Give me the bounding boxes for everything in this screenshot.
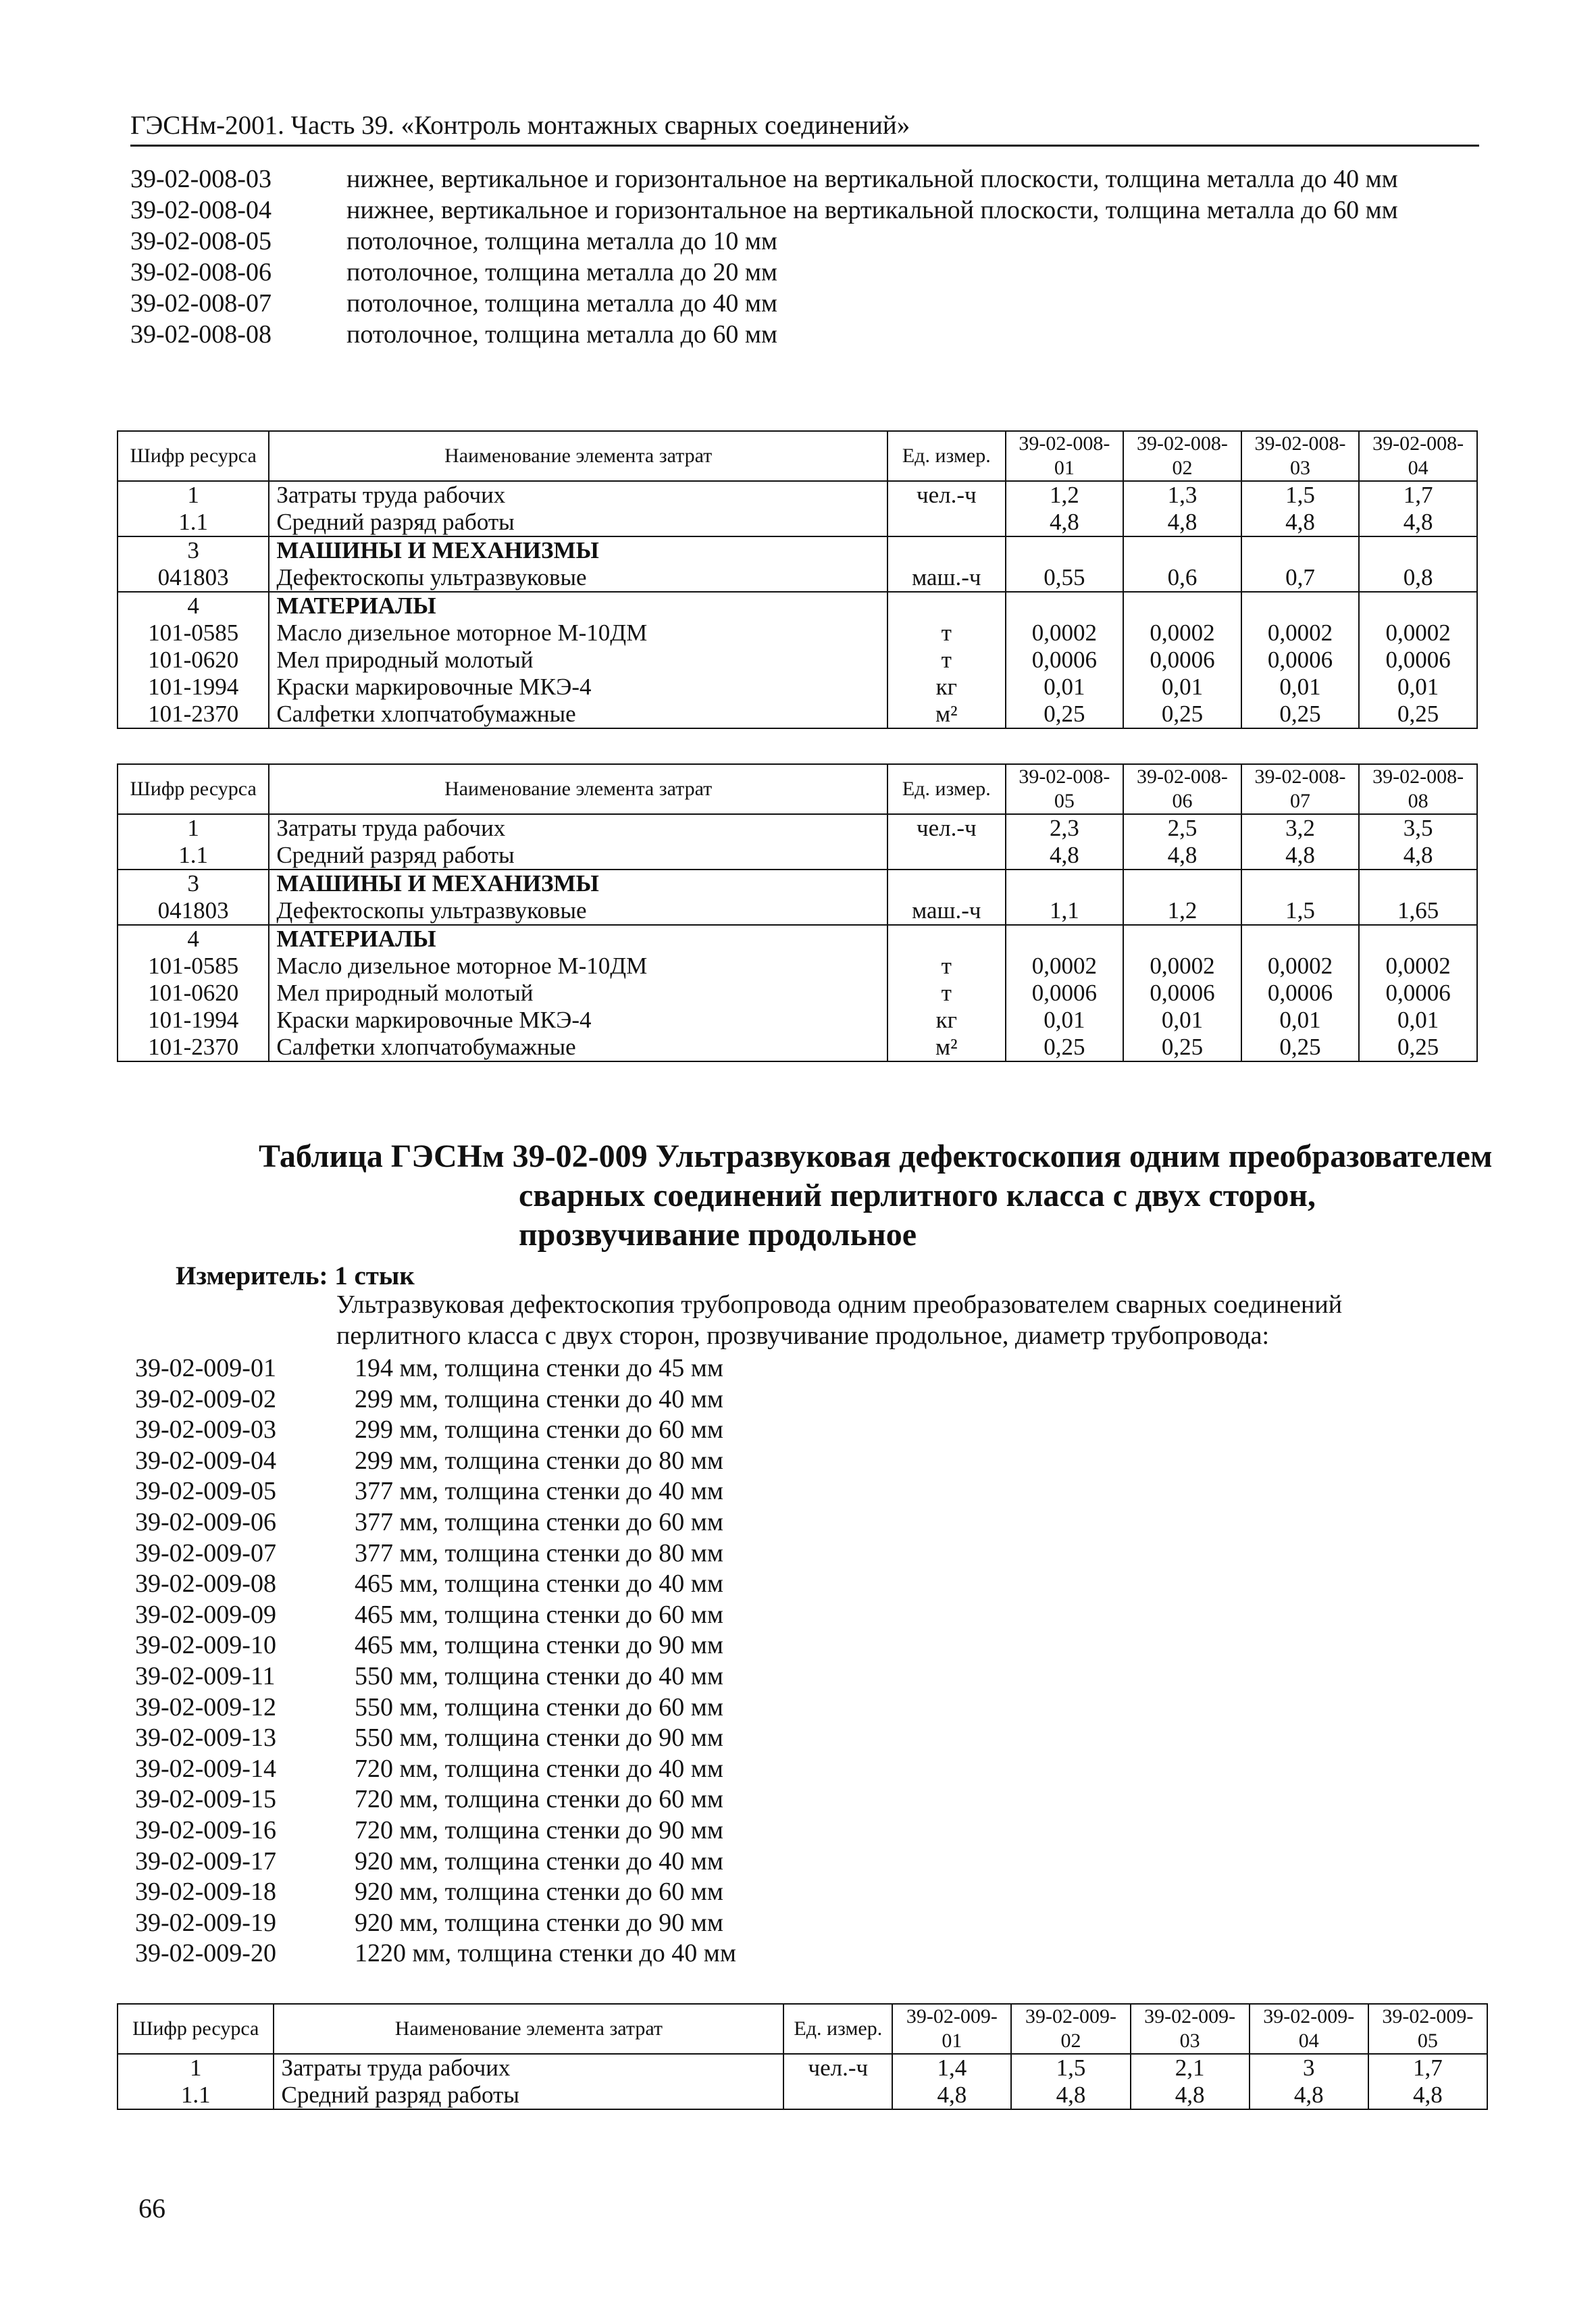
- header-column-code: 39-02-008-06: [1123, 764, 1241, 814]
- header-column-code: 39-02-009-01: [892, 2004, 1011, 2054]
- meter-label: Измеритель: 1 стык: [176, 1261, 415, 1290]
- row-code: 1: [118, 481, 269, 509]
- row-code: 101-2370: [118, 1034, 269, 1061]
- list-item: [130, 319, 1474, 350]
- table-row: [118, 953, 1477, 980]
- list-item: [130, 226, 1474, 257]
- list-item-text: 720 мм, толщина стенки до 60 мм: [355, 1785, 723, 1814]
- row-value: 1,7: [1359, 481, 1477, 509]
- row-unit: т: [887, 647, 1006, 674]
- list-item-text: потолочное, толщина металла до 20 мм: [346, 258, 777, 286]
- row-unit: [887, 870, 1006, 897]
- list-item: [130, 164, 1474, 195]
- row-value: 0,0006: [1123, 647, 1241, 674]
- row-value: 0,0002: [1359, 953, 1477, 980]
- row-value: 4,8: [1241, 842, 1360, 870]
- header-column-code: 39-02-008-02: [1123, 431, 1241, 481]
- list-item: [135, 1353, 1216, 1384]
- running-header: ГЭСНм-2001. Часть 39. «Контроль монтажных сварных соединений»: [130, 108, 1479, 147]
- row-unit: маш.-ч: [887, 897, 1006, 925]
- row-value: 0,01: [1359, 1007, 1477, 1034]
- list-item-text: 720 мм, толщина стенки до 90 мм: [355, 1815, 723, 1844]
- row-value: 0,0006: [1359, 647, 1477, 674]
- row-value: 0,0006: [1359, 980, 1477, 1007]
- list-009: [135, 1353, 1216, 1969]
- row-value: 0,25: [1123, 701, 1241, 728]
- list-item-text: 550 мм, толщина стенки до 90 мм: [355, 1724, 723, 1753]
- row-value: 0,0002: [1006, 620, 1124, 647]
- list-008: [130, 164, 1474, 350]
- list-item-text: 377 мм, толщина стенки до 60 мм: [355, 1507, 723, 1536]
- row-value: [1359, 592, 1477, 620]
- row-value: 2,1: [1131, 2054, 1250, 2082]
- list-item-code: 39-02-009-13: [135, 1724, 276, 1753]
- list-item: [135, 1815, 1216, 1846]
- row-value: 4,8: [1368, 2082, 1487, 2109]
- header-cipher: Шифр ресурса: [118, 764, 269, 814]
- list-item-text: 377 мм, толщина стенки до 80 мм: [355, 1538, 723, 1567]
- list-item: [135, 1784, 1216, 1815]
- row-name: Затраты труда рабочих: [274, 2054, 783, 2082]
- row-name: МАШИНЫ И МЕХАНИЗМЫ: [269, 536, 887, 564]
- row-value: 2,5: [1123, 814, 1241, 842]
- table-header-row: [118, 431, 1477, 481]
- list-item: [130, 257, 1474, 288]
- list-item-text: 465 мм, толщина стенки до 40 мм: [355, 1569, 723, 1599]
- row-value: 4,8: [1250, 2082, 1368, 2109]
- header-column-code: 39-02-008-07: [1241, 764, 1360, 814]
- row-value: 3,5: [1359, 814, 1477, 842]
- row-value: 0,0006: [1123, 980, 1241, 1007]
- header-name: Наименование элемента затрат: [269, 431, 887, 481]
- list-item: [135, 1723, 1216, 1754]
- list-item-text: потолочное, толщина металла до 10 мм: [346, 227, 777, 255]
- row-name: Средний разряд работы: [274, 2082, 783, 2109]
- row-value: [1123, 870, 1241, 897]
- header-column-code: 39-02-009-02: [1011, 2004, 1130, 2054]
- list-item: [135, 1938, 1216, 1969]
- list-item-code: 39-02-008-07: [130, 289, 272, 318]
- row-value: [1241, 592, 1360, 620]
- row-value: 0,25: [1359, 701, 1477, 728]
- row-value: 0,25: [1241, 701, 1360, 728]
- row-code: 1: [118, 814, 269, 842]
- list-item: [130, 195, 1474, 226]
- table-row: [118, 814, 1477, 842]
- list-item-text: потолочное, толщина металла до 60 мм: [346, 320, 777, 349]
- row-value: 4,8: [1006, 509, 1124, 536]
- row-unit: м²: [887, 1034, 1006, 1061]
- list-item-code: 39-02-008-03: [130, 165, 272, 193]
- row-unit: маш.-ч: [887, 564, 1006, 592]
- row-name: Средний разряд работы: [269, 509, 887, 536]
- table-row: [118, 2082, 1487, 2109]
- row-value: 2,3: [1006, 814, 1124, 842]
- list-item-text: 465 мм, толщина стенки до 90 мм: [355, 1631, 723, 1660]
- row-code: 4: [118, 925, 269, 953]
- list-item-code: 39-02-008-06: [130, 258, 272, 286]
- header-name: Наименование элемента затрат: [269, 764, 887, 814]
- row-value: 1,4: [892, 2054, 1011, 2082]
- row-unit: [887, 592, 1006, 620]
- row-value: [1123, 925, 1241, 953]
- row-code: 101-1994: [118, 1007, 269, 1034]
- row-name: Краски маркировочные МКЭ-4: [269, 1007, 887, 1034]
- list-item-code: 39-02-009-14: [135, 1754, 276, 1783]
- row-value: 0,0006: [1006, 647, 1124, 674]
- table-row: [118, 481, 1477, 509]
- row-value: [1006, 870, 1124, 897]
- header-column-code: 39-02-008-01: [1006, 431, 1124, 481]
- row-code: 101-0585: [118, 620, 269, 647]
- list-item: [135, 1877, 1216, 1908]
- row-value: 0,0006: [1241, 647, 1360, 674]
- list-item-text: 1220 мм, толщина стенки до 40 мм: [355, 1939, 736, 1968]
- row-unit: т: [887, 980, 1006, 1007]
- page-number: 66: [138, 2193, 165, 2223]
- row-unit: чел.-ч: [887, 481, 1006, 509]
- resource-table-008-05-08: [117, 763, 1478, 1062]
- row-code: 4: [118, 592, 269, 620]
- row-value: 0,01: [1359, 674, 1477, 701]
- row-value: 0,25: [1123, 1034, 1241, 1061]
- row-value: 0,0006: [1006, 980, 1124, 1007]
- row-value: [1006, 592, 1124, 620]
- list-item-text: 920 мм, толщина стенки до 60 мм: [355, 1878, 723, 1907]
- row-value: [1241, 870, 1360, 897]
- list-item-code: 39-02-009-04: [135, 1446, 276, 1475]
- list-item-code: 39-02-009-11: [135, 1661, 276, 1690]
- row-code: 1.1: [118, 842, 269, 870]
- table-row: [118, 1007, 1477, 1034]
- list-item-text: 194 мм, толщина стенки до 45 мм: [355, 1354, 723, 1382]
- resource-table-009-01-05: [117, 2003, 1488, 2110]
- row-value: 0,0006: [1241, 980, 1360, 1007]
- list-item-text: 920 мм, толщина стенки до 40 мм: [355, 1846, 723, 1876]
- row-value: 0,6: [1123, 564, 1241, 592]
- row-unit: т: [887, 620, 1006, 647]
- header-column-code: 39-02-009-03: [1131, 2004, 1250, 2054]
- row-unit: чел.-ч: [783, 2054, 892, 2082]
- row-value: 0,0002: [1123, 953, 1241, 980]
- list-item: [135, 1569, 1216, 1600]
- resource-table-008-01-04: [117, 430, 1478, 729]
- row-value: 0,01: [1006, 674, 1124, 701]
- list-item: [135, 1754, 1216, 1785]
- table-row: [118, 897, 1477, 925]
- row-value: [1123, 536, 1241, 564]
- row-name: Салфетки хлопчатобумажные: [269, 1034, 887, 1061]
- list-item: [135, 1661, 1216, 1692]
- table-row: [118, 1034, 1477, 1061]
- header-column-code: 39-02-009-04: [1250, 2004, 1368, 2054]
- row-unit: м²: [887, 701, 1006, 728]
- list-item-code: 39-02-009-12: [135, 1692, 276, 1721]
- list-item-code: 39-02-009-01: [135, 1354, 276, 1382]
- row-value: 0,25: [1006, 1034, 1124, 1061]
- table-row: [118, 620, 1477, 647]
- list-item-code: 39-02-009-02: [135, 1384, 276, 1413]
- section-intro: Ультразвуковая дефектоскопия трубопровода одним преобразователем сварных соединений перлитного класса с двух сторон, прозвучивание продольное, диаметр трубопровода:: [336, 1290, 1343, 1350]
- table-row: [118, 647, 1477, 674]
- row-value: 1,2: [1006, 481, 1124, 509]
- row-value: 1,5: [1241, 481, 1360, 509]
- list-item-text: 299 мм, толщина стенки до 60 мм: [355, 1415, 723, 1444]
- row-code: 101-1994: [118, 674, 269, 701]
- row-name: Затраты труда рабочих: [269, 814, 887, 842]
- header-cipher: Шифр ресурса: [118, 431, 269, 481]
- list-item: [135, 1476, 1216, 1507]
- row-value: [1006, 536, 1124, 564]
- row-value: 0,0002: [1241, 953, 1360, 980]
- list-item-code: 39-02-008-05: [130, 227, 272, 255]
- header-unit: Ед. измер.: [887, 764, 1006, 814]
- row-code: 3: [118, 536, 269, 564]
- row-name: МАТЕРИАЛЫ: [269, 592, 887, 620]
- list-item-text: нижнее, вертикальное и горизонтальное на вертикальной плоскости, толщина металла до 60 мм: [346, 196, 1398, 224]
- header-unit: Ед. измер.: [783, 2004, 892, 2054]
- row-value: 1,1: [1006, 897, 1124, 925]
- row-name: Мел природный молотый: [269, 980, 887, 1007]
- table-row: [118, 536, 1477, 564]
- table-row: [118, 870, 1477, 897]
- section-title-line1: Таблица ГЭСНм 39-02-009 Ультразвуковая дефектоскопия одним преобразователем: [259, 1138, 1493, 1174]
- row-value: 0,25: [1241, 1034, 1360, 1061]
- row-value: 4,8: [1123, 509, 1241, 536]
- list-item: [135, 1507, 1216, 1538]
- list-item-text: 720 мм, толщина стенки до 40 мм: [355, 1754, 723, 1783]
- list-item: [135, 1908, 1216, 1939]
- row-name: Дефектоскопы ультразвуковые: [269, 564, 887, 592]
- row-code: 041803: [118, 897, 269, 925]
- row-value: 0,0002: [1241, 620, 1360, 647]
- list-item-code: 39-02-008-08: [130, 320, 272, 349]
- list-item: [135, 1846, 1216, 1878]
- row-value: [1123, 592, 1241, 620]
- list-item: [130, 288, 1474, 319]
- row-value: [1359, 925, 1477, 953]
- table-header-row: [118, 764, 1477, 814]
- table-row: [118, 701, 1477, 728]
- row-value: 0,0002: [1359, 620, 1477, 647]
- row-value: 4,8: [1241, 509, 1360, 536]
- list-item-code: 39-02-009-09: [135, 1600, 276, 1629]
- row-value: 4,8: [1131, 2082, 1250, 2109]
- list-item-text: 465 мм, толщина стенки до 60 мм: [355, 1600, 723, 1629]
- header-column-code: 39-02-009-05: [1368, 2004, 1487, 2054]
- row-value: 1,2: [1123, 897, 1241, 925]
- list-item-code: 39-02-009-07: [135, 1538, 276, 1567]
- list-item-code: 39-02-009-17: [135, 1846, 276, 1876]
- row-value: 0,25: [1006, 701, 1124, 728]
- row-value: 0,01: [1241, 1007, 1360, 1034]
- row-value: 0,01: [1006, 1007, 1124, 1034]
- table-row: [118, 842, 1477, 870]
- list-item-code: 39-02-009-03: [135, 1415, 276, 1444]
- row-value: 0,01: [1123, 1007, 1241, 1034]
- row-code: 101-0620: [118, 647, 269, 674]
- header-column-code: 39-02-008-03: [1241, 431, 1360, 481]
- header-unit: Ед. измер.: [887, 431, 1006, 481]
- list-item-code: 39-02-009-06: [135, 1507, 276, 1536]
- row-code: 1.1: [118, 509, 269, 536]
- row-value: 4,8: [1359, 509, 1477, 536]
- list-item-text: 377 мм, толщина стенки до 40 мм: [355, 1477, 723, 1506]
- list-item: [135, 1415, 1216, 1446]
- list-item: [135, 1384, 1216, 1415]
- list-item-code: 39-02-009-05: [135, 1477, 276, 1506]
- row-code: 101-0620: [118, 980, 269, 1007]
- row-unit: [887, 925, 1006, 953]
- list-item-text: 920 мм, толщина стенки до 90 мм: [355, 1908, 723, 1937]
- list-item: [135, 1630, 1216, 1661]
- row-value: 1,5: [1241, 897, 1360, 925]
- row-value: [1241, 536, 1360, 564]
- list-item-code: 39-02-008-04: [130, 196, 272, 224]
- row-value: 0,0002: [1006, 953, 1124, 980]
- row-value: 0,25: [1359, 1034, 1477, 1061]
- row-code: 041803: [118, 564, 269, 592]
- list-item-text: нижнее, вертикальное и горизонтальное на вертикальной плоскости, толщина металла до 40 мм: [346, 165, 1398, 193]
- table-header-row: [118, 2004, 1487, 2054]
- row-code: 1: [118, 2054, 274, 2082]
- row-value: 0,01: [1241, 674, 1360, 701]
- list-item-text: 299 мм, толщина стенки до 40 мм: [355, 1384, 723, 1413]
- row-value: 3,2: [1241, 814, 1360, 842]
- row-unit: кг: [887, 674, 1006, 701]
- row-code: 1.1: [118, 2082, 274, 2109]
- header-column-code: 39-02-008-04: [1359, 431, 1477, 481]
- list-item: [135, 1692, 1216, 1724]
- list-item-code: 39-02-009-16: [135, 1815, 276, 1844]
- list-item: [135, 1538, 1216, 1569]
- row-value: 4,8: [1359, 842, 1477, 870]
- list-item-text: потолочное, толщина металла до 40 мм: [346, 289, 777, 318]
- table-row: [118, 980, 1477, 1007]
- row-value: 4,8: [1006, 842, 1124, 870]
- row-value: 1,3: [1123, 481, 1241, 509]
- row-value: 1,65: [1359, 897, 1477, 925]
- row-value: 1,7: [1368, 2054, 1487, 2082]
- row-value: 4,8: [1123, 842, 1241, 870]
- header-name: Наименование элемента затрат: [274, 2004, 783, 2054]
- row-name: Мел природный молотый: [269, 647, 887, 674]
- row-value: 4,8: [1011, 2082, 1130, 2109]
- row-unit: чел.-ч: [887, 814, 1006, 842]
- list-item-code: 39-02-009-18: [135, 1878, 276, 1907]
- row-name: МАТЕРИАЛЫ: [269, 925, 887, 953]
- row-value: [1241, 925, 1360, 953]
- row-name: Средний разряд работы: [269, 842, 887, 870]
- row-unit: [783, 2082, 892, 2109]
- table-row: [118, 509, 1477, 536]
- section-title-line2: сварных соединений перлитного класса с двух сторон,: [519, 1178, 1316, 1213]
- section-title-line3: прозвучивание продольное: [519, 1217, 917, 1253]
- list-item-code: 39-02-009-19: [135, 1908, 276, 1937]
- row-code: 101-0585: [118, 953, 269, 980]
- row-unit: кг: [887, 1007, 1006, 1034]
- row-value: 0,7: [1241, 564, 1360, 592]
- row-unit: т: [887, 953, 1006, 980]
- header-column-code: 39-02-008-05: [1006, 764, 1124, 814]
- row-name: Дефектоскопы ультразвуковые: [269, 897, 887, 925]
- list-item-code: 39-02-009-20: [135, 1939, 276, 1968]
- row-unit: [887, 842, 1006, 870]
- row-name: МАШИНЫ И МЕХАНИЗМЫ: [269, 870, 887, 897]
- row-name: Масло дизельное моторное М-10ДМ: [269, 620, 887, 647]
- list-item-code: 39-02-009-08: [135, 1569, 276, 1599]
- list-item-text: 299 мм, толщина стенки до 80 мм: [355, 1446, 723, 1475]
- row-value: 0,0002: [1123, 620, 1241, 647]
- row-name: Краски маркировочные МКЭ-4: [269, 674, 887, 701]
- row-value: 0,8: [1359, 564, 1477, 592]
- row-value: 0,55: [1006, 564, 1124, 592]
- row-name: Салфетки хлопчатобумажные: [269, 701, 887, 728]
- list-item-code: 39-02-009-10: [135, 1631, 276, 1660]
- row-code: 3: [118, 870, 269, 897]
- section-title: [259, 1137, 1493, 1255]
- header-column-code: 39-02-008-08: [1359, 764, 1477, 814]
- row-value: 1,5: [1011, 2054, 1130, 2082]
- row-unit: [887, 509, 1006, 536]
- row-name: Масло дизельное моторное М-10ДМ: [269, 953, 887, 980]
- table-row: [118, 564, 1477, 592]
- row-name: Затраты труда рабочих: [269, 481, 887, 509]
- row-value: 4,8: [892, 2082, 1011, 2109]
- row-unit: [887, 536, 1006, 564]
- list-item-text: 550 мм, толщина стенки до 60 мм: [355, 1692, 723, 1721]
- list-item-code: 39-02-009-15: [135, 1785, 276, 1814]
- row-code: 101-2370: [118, 701, 269, 728]
- row-value: [1006, 925, 1124, 953]
- row-value: [1359, 870, 1477, 897]
- table-row: [118, 925, 1477, 953]
- row-value: [1359, 536, 1477, 564]
- row-value: 3: [1250, 2054, 1368, 2082]
- list-item-text: 550 мм, толщина стенки до 40 мм: [355, 1661, 723, 1690]
- row-value: 0,01: [1123, 674, 1241, 701]
- list-item: [135, 1446, 1216, 1477]
- list-item: [135, 1600, 1216, 1631]
- header-cipher: Шифр ресурса: [118, 2004, 274, 2054]
- table-row: [118, 2054, 1487, 2082]
- table-row: [118, 674, 1477, 701]
- table-row: [118, 592, 1477, 620]
